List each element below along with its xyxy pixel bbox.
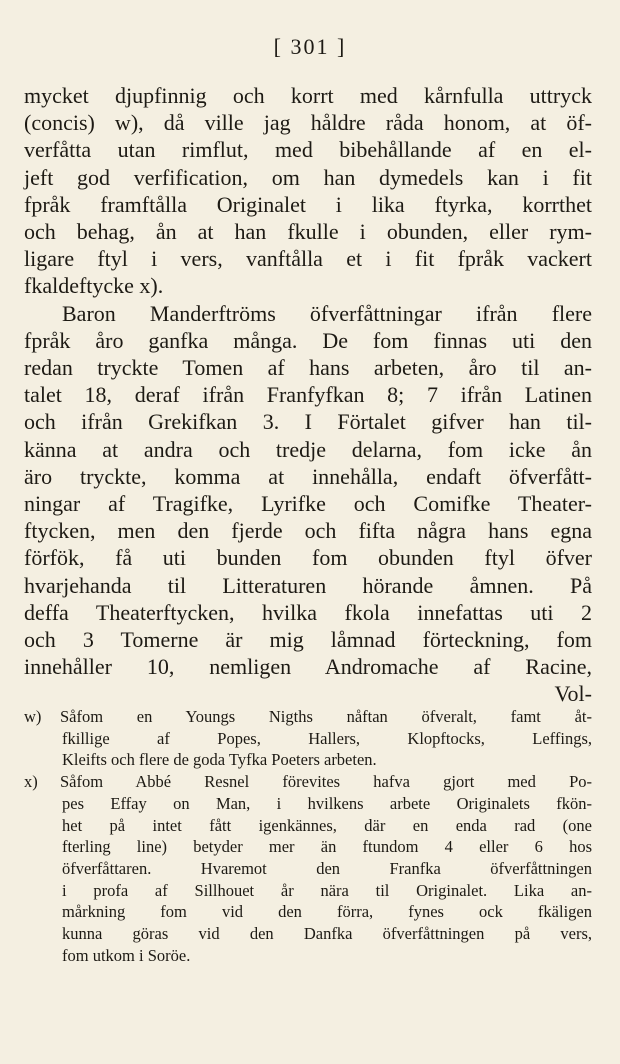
text-line: fpråk framftålla Originalet i lika ftyrka, korrthet [24,191,592,217]
footnote-x-line: het på intet fått igenkännes, där en enda rad (one [62,815,592,835]
text-line: Baron Manderftröms öfverfåttningar ifrån flere [62,300,592,326]
footnote-x-line: pes Effay on Man, i hvilkens arbete Originalets fkön- [62,793,592,813]
text-line: innehåller 10, nemligen Andromache af Racine, [24,654,592,680]
footnote-x-line: öfverfåttaren. Hvaremot den Franfka öfverfåttningen [62,858,592,878]
text-line: mycket djupfinnig och korrt med kårnfulla uttryck [24,83,592,108]
text-line: och 3 Tomerne är mig låmnad förteckning, fom [24,627,592,653]
footnote-x-line: kunna göras vid den Danfka öfverfåttningen på vers, [62,924,592,944]
footnote-mark: x) [24,772,38,792]
text-line: deffa Theaterftycken, hvilka fkola innefattas uti 2 [24,599,592,625]
footnote-x-line: mårkning fom vid den förra, fynes ock fkäligen [62,902,592,922]
text-line: äro tryckte, komma at innehålla, endaft öfverfått- [24,463,592,489]
text-line: fkaldeftycke x). [24,273,164,299]
footnote-x-line: fom utkom i Soröe. [62,945,191,965]
text-line: ningar af Tragifke, Lyrifke och Comifke Theater- [24,491,592,517]
footnote-x-line: i profa af Sillhouet år nära til Originalet. Lika an- [62,880,592,900]
text-line: (concis) w), då ville jag håldre råda honom, at öf- [24,110,592,136]
text-line: fpråk åro ganfka många. De fom finnas uti den [24,327,592,353]
page-number: [ 301 ] [273,34,347,59]
text-line: talet 18, deraf ifrån Franfyfkan 8; 7 ifrån Latinen [24,382,592,408]
text-line: känna at andra och tredje delarna, fom icke ån [24,436,592,462]
footnote-x-line: fterling line) betyder mer än ftundom 4 eller 6 hos [62,837,592,857]
main-text [24,82,592,708]
catchword: Vol- [554,681,592,707]
text-line: verfåtta utan rimflut, med bibehållande af en el- [24,137,592,163]
text-line: jeft god verfification, om han dymedels kan i fit [24,164,592,190]
text-line: förfök, få uti bunden fom obunden ftyl öfver [24,545,592,571]
footnote-x-line: x) Såfom Abbé Resnel förevites hafva gjort med Po- [24,772,592,792]
footnote-w-line: fkillige af Popes, Hallers, Klopftocks, Leffings, [62,728,592,748]
text-line: ftycken, men den fjerde och fifta några hans egna [24,518,592,544]
footnote-mark: w) [24,707,42,726]
footnote-w-line: Kleifts och flere de goda Tyfka Poeters arbeten. [62,750,377,770]
text-line: och ifrån Grekifkan 3. I Förtalet gifver han til- [24,409,592,435]
text-line: och behag, ån at han fkulle i obunden, eller rym- [24,219,592,245]
footnotes [24,706,592,966]
text-line: redan tryckte Tomen af hans arbeten, åro til an- [24,355,592,381]
text-line: hvarjehanda til Litteraturen hörande åmnen. På [24,572,592,598]
footnote-w-line: w) Såfom en Youngs Nigths nåftan öfveralt, famt åt- [24,707,592,726]
text-line: ligare ftyl i vers, vanftålla et i fit fpråk vackert [24,246,592,272]
